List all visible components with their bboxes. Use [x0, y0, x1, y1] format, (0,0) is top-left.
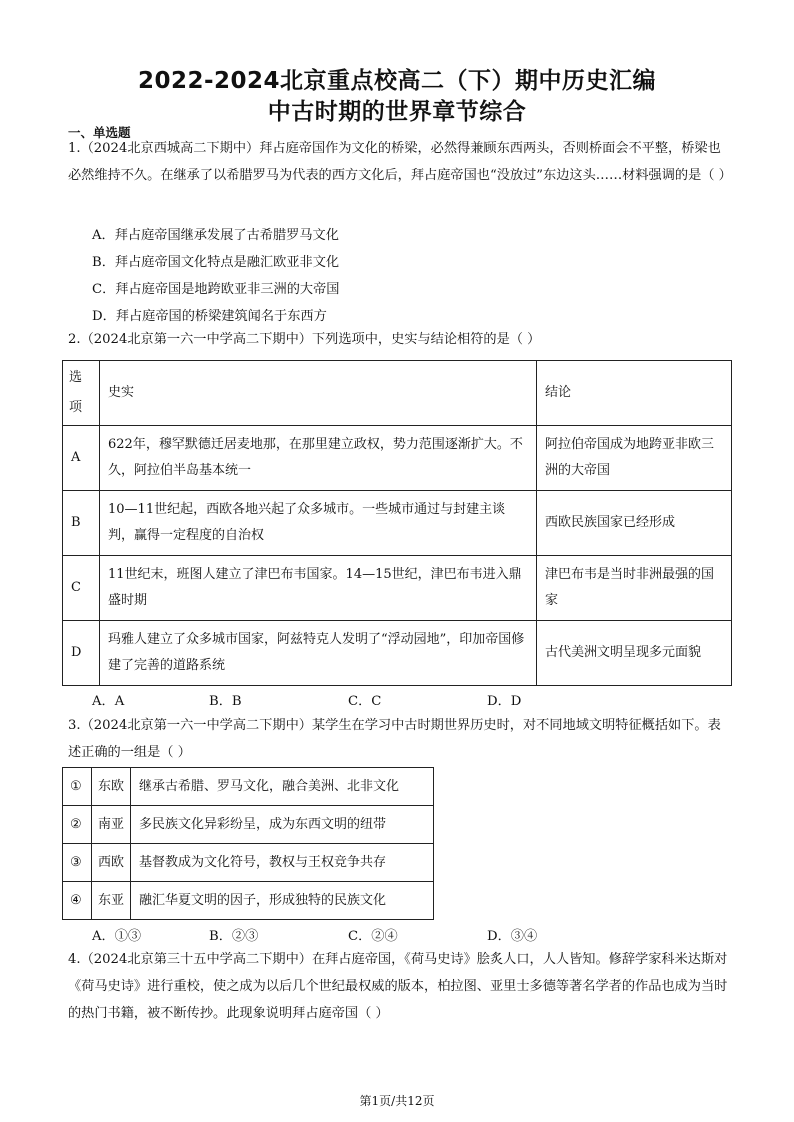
question-2-option-b: B．B	[209, 694, 242, 709]
question-3-option-c: C．②④	[348, 929, 398, 944]
question-2-table	[62, 360, 732, 686]
table-row	[63, 882, 434, 920]
table-cell: D	[63, 621, 100, 686]
section-heading: 一、单选题	[68, 125, 131, 140]
table-cell: 基督教成为文化符号，教权与王权竞争共存	[131, 844, 434, 882]
table-row	[63, 768, 434, 806]
table-cell: 东亚	[92, 882, 131, 920]
table-header-cell: 选项	[63, 361, 100, 426]
table-cell: ④	[63, 882, 92, 920]
table-cell: 11世纪末，班图人建立了津巴布韦国家。14—15世纪，津巴布韦进入鼎盛时期	[100, 556, 537, 621]
table-cell: 南亚	[92, 806, 131, 844]
table-cell: ③	[63, 844, 92, 882]
table-row	[63, 556, 732, 621]
table-row	[63, 844, 434, 882]
question-3-option-d: D．③④	[487, 929, 538, 944]
table-cell: 津巴布韦是当时非洲最强的国家	[537, 556, 732, 621]
table-header-row	[63, 361, 732, 426]
table-header-cell: 史实	[100, 361, 537, 426]
table-row	[63, 491, 732, 556]
question-3-table	[62, 767, 434, 920]
table-row	[63, 426, 732, 491]
question-2-option-a: A．A	[92, 694, 125, 709]
table-cell: ①	[63, 768, 92, 806]
table-row	[63, 621, 732, 686]
document-subtitle: 中古时期的世界章节综合	[267, 99, 527, 125]
table-cell: 古代美洲文明呈现多元面貌	[537, 621, 732, 686]
table-row	[63, 806, 434, 844]
question-2-option-d: D．D	[487, 694, 522, 709]
question-3-option-b: B．②③	[209, 929, 259, 944]
table-cell: 阿拉伯帝国成为地跨亚非欧三洲的大帝国	[537, 426, 732, 491]
question-1-option-c: C．拜占庭帝国是地跨欧亚非三洲的大帝国	[92, 282, 340, 297]
table-cell: 西欧民族国家已经形成	[537, 491, 732, 556]
table-cell: 玛雅人建立了众多城市国家，阿兹特克人发明了“浮动园地”，印加帝国修建了完善的道路系统	[100, 621, 537, 686]
question-1-option-d: D．拜占庭帝国的桥梁建筑闻名于东西方	[92, 309, 327, 324]
document-title: 2022-2024北京重点校高二（下）期中历史汇编	[137, 68, 657, 94]
question-3-option-a: A．①③	[92, 929, 142, 944]
table-cell: ②	[63, 806, 92, 844]
question-4-stem: 4.（2024北京第三十五中学高二下期中）在拜占庭帝国，《荷马史诗》脍炙人口，人人皆知。修辞学家科米达斯对《荷马史诗》进行重校，使之成为以后几个世纪最权威的版本，柏拉图、亚里士多德等著名学者的作品也成为当时的热门书籍，被不断传抄。此现象说明拜占庭帝国（ ）	[68, 952, 728, 1021]
table-cell: 融汇华夏文明的因子，形成独特的民族文化	[131, 882, 434, 920]
table-cell: 多民族文化异彩纷呈，成为东西文明的纽带	[131, 806, 434, 844]
question-1-option-a: A．拜占庭帝国继承发展了古希腊罗马文化	[92, 228, 339, 243]
table-cell: C	[63, 556, 100, 621]
question-2-option-c: C．C	[348, 694, 382, 709]
table-cell: 西欧	[92, 844, 131, 882]
question-2-stem: 2.（2024北京第一六一中学高二下期中）下列选项中，史实与结论相符的是（ ）	[68, 332, 541, 347]
table-cell: 10—11世纪起，西欧各地兴起了众多城市。一些城市通过与封建主谈判，赢得一定程度的自治权	[100, 491, 537, 556]
table-header-cell: 结论	[537, 361, 732, 426]
table-cell: A	[63, 426, 100, 491]
question-3-stem: 3.（2024北京第一六一中学高二下期中）某学生在学习中古时期世界历史时，对不同地域文明特征概括如下。表述正确的一组是（ ）	[68, 718, 721, 760]
table-cell: 继承古希腊、罗马文化，融合美洲、北非文化	[131, 768, 434, 806]
table-cell: 东欧	[92, 768, 131, 806]
question-1-option-b: B．拜占庭帝国文化特点是融汇欧亚非文化	[92, 255, 340, 270]
table-cell: 622年，穆罕默德迁居麦地那，在那里建立政权，势力范围逐渐扩大。不久，阿拉伯半岛基本统一	[100, 426, 537, 491]
page-footer: 第1页/共12页	[359, 1094, 435, 1108]
table-cell: B	[63, 491, 100, 556]
question-1-stem: 1.（2024北京西城高二下期中）拜占庭帝国作为文化的桥梁，必然得兼顾东西两头，否则桥面会不平整，桥梁也必然维持不久。在继承了以希腊罗马为代表的西方文化后，拜占庭帝国也“没放过”东边这头……材料强调的是（ ）	[68, 141, 732, 183]
